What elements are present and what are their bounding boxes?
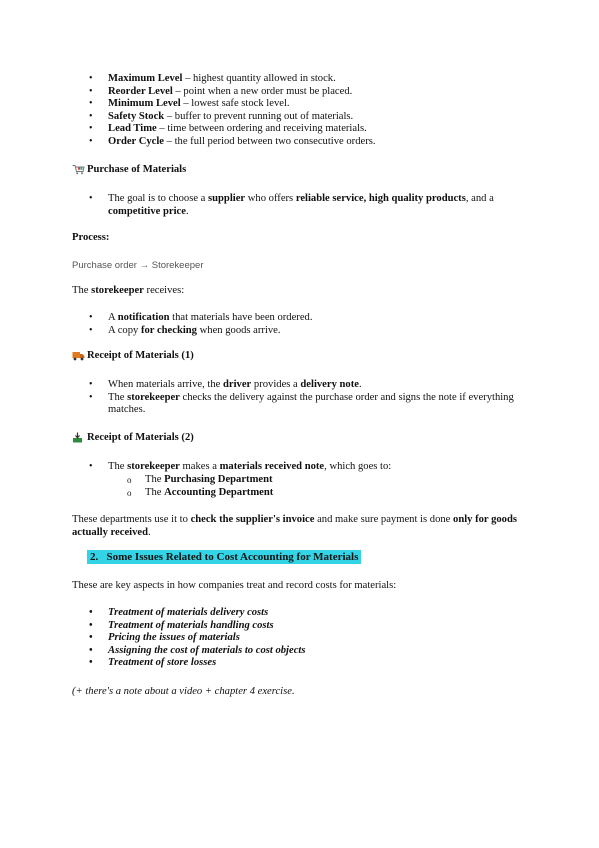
list-item: o The Purchasing Department [127,474,273,487]
section2-intro: These are key aspects in how companies treat and record costs for materials: [72,580,397,591]
list-item: o The Accounting Department [127,487,273,500]
list-item: • Treatment of materials delivery costs [80,607,530,620]
purchase-goal-list [80,193,530,218]
list-item: • A notification that materials have been ordered. [80,312,530,325]
list-item: • Treatment of store losses [80,657,530,670]
list-item: • Maximum Level – highest quantity allowed in stock. [80,73,530,86]
list-item: • The goal is to choose a supplier who offers reliable service, high quality products, and a competitive price. [80,193,530,218]
storekeeper-receives: The storekeeper receives: [72,285,185,296]
list-item: • Lead Time – time between ordering and receiving materials. [80,123,530,136]
receipt2-heading: Receipt of Materials (2) [72,432,194,443]
shopping-cart-icon [72,164,85,175]
receipt1-list [80,379,530,417]
list-item: • Assigning the cost of materials to cost objects [80,645,530,658]
stock-levels-list [80,73,530,149]
receipt2-list [80,461,530,474]
receipt2-sublist [127,474,273,499]
list-item: • When materials arrive, the driver provides a delivery note. [80,379,530,392]
receives-list [80,312,530,337]
section2-heading: 2. Some Issues Related to Cost Accounting for Materials [87,550,361,564]
list-item: • The storekeeper makes a materials received note, which goes to: [80,461,530,474]
purchase-heading: Purchase of Materials [72,164,186,175]
list-item: • Treatment of materials handling costs [80,620,530,633]
list-item: • A copy for checking when goods arrive. [80,325,530,338]
note-text: (+ there's a note about a video + chapter 4 exercise. [72,686,295,697]
issues-list [80,607,530,670]
list-item: • Safety Stock – buffer to prevent running out of materials. [80,111,530,124]
inbox-tray-icon [72,432,85,443]
departments-paragraph: These departments use it to check the supplier's invoice and make sure payment is done only for goods actually received. [72,514,517,538]
list-item: • The storekeeper checks the delivery against the purchase order and signs the note if everything matches. [80,392,530,417]
receipt1-heading: Receipt of Materials (1) [72,350,194,361]
delivery-truck-icon [72,350,85,361]
list-item: • Pricing the issues of materials [80,632,530,645]
process-flow: Purchase order → Storekeeper [72,260,204,271]
process-label: Process: [72,232,110,243]
list-item: • Minimum Level – lowest safe stock level. [80,98,530,111]
list-item: • Order Cycle – the full period between two consecutive orders. [80,136,530,149]
list-item: • Reorder Level – point when a new order must be placed. [80,86,530,99]
